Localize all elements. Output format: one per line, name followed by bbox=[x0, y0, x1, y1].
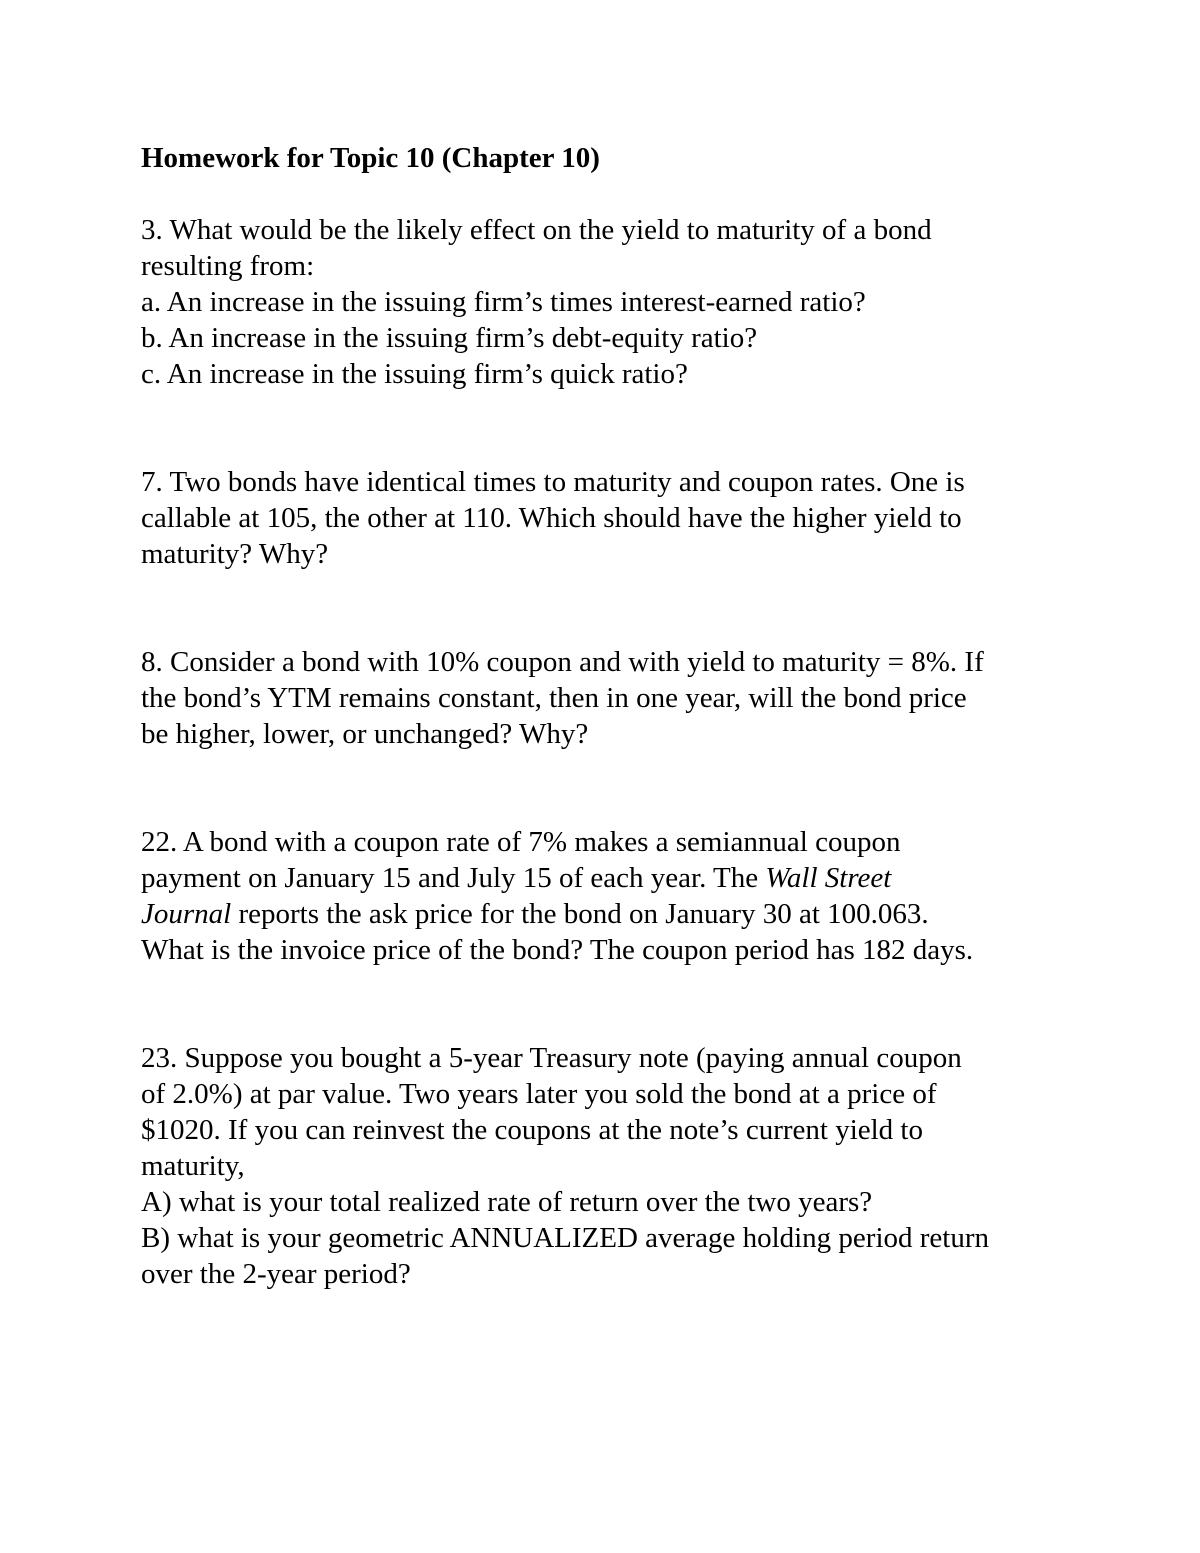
question-line: c. An increase in the issuing firm’s quick ratio? bbox=[141, 358, 688, 390]
question-line: callable at 105, the other at 110. Which should have the higher yield to bbox=[141, 502, 962, 534]
question-line: of 2.0%) at par value. Two years later you sold the bond at a price of bbox=[141, 1078, 937, 1110]
question-text: payment on January 15 and July 15 of each year. The bbox=[141, 862, 766, 894]
spacer bbox=[141, 968, 1081, 1040]
question-line bbox=[141, 896, 1081, 932]
question-line: A) what is your total realized rate of return over the two years? bbox=[141, 1186, 873, 1218]
question-line bbox=[141, 860, 1081, 896]
journal-name-part2: Journal bbox=[141, 898, 232, 930]
document-page bbox=[141, 140, 1081, 1292]
question-23 bbox=[141, 1040, 1081, 1292]
question-3 bbox=[141, 212, 1081, 392]
question-line: 7. Two bonds have identical times to maturity and coupon rates. One is bbox=[141, 466, 965, 498]
question-line: 3. What would be the likely effect on the yield to maturity of a bond bbox=[141, 214, 932, 246]
spacer bbox=[141, 752, 1081, 824]
question-8 bbox=[141, 644, 1081, 752]
question-line: a. An increase in the issuing firm’s times interest-earned ratio? bbox=[141, 286, 866, 318]
question-line: 8. Consider a bond with 10% coupon and with yield to maturity = 8%. If bbox=[141, 646, 984, 678]
question-line: What is the invoice price of the bond? The coupon period has 182 days. bbox=[141, 934, 974, 966]
document-title: Homework for Topic 10 (Chapter 10) bbox=[141, 142, 600, 174]
question-22 bbox=[141, 824, 1081, 968]
question-line: be higher, lower, or unchanged? Why? bbox=[141, 718, 589, 750]
question-line: b. An increase in the issuing firm’s debt-equity ratio? bbox=[141, 322, 758, 354]
question-text: reports the ask price for the bond on January 30 at 100.063. bbox=[231, 898, 929, 930]
question-7 bbox=[141, 464, 1081, 572]
question-line: 23. Suppose you bought a 5-year Treasury note (paying annual coupon bbox=[141, 1042, 962, 1074]
question-line: maturity? Why? bbox=[141, 538, 329, 570]
question-line: over the 2-year period? bbox=[141, 1258, 411, 1290]
question-line: B) what is your geometric ANNUALIZED average holding period return bbox=[141, 1222, 990, 1254]
journal-name-part1: Wall Street bbox=[765, 862, 892, 894]
question-line: resulting from: bbox=[141, 250, 315, 282]
spacer bbox=[141, 572, 1081, 644]
spacer bbox=[141, 392, 1081, 464]
question-line: 22. A bond with a coupon rate of 7% makes a semiannual coupon bbox=[141, 826, 901, 858]
question-line: the bond’s YTM remains constant, then in one year, will the bond price bbox=[141, 682, 967, 714]
question-line: $1020. If you can reinvest the coupons at the note’s current yield to bbox=[141, 1114, 923, 1146]
question-line: maturity, bbox=[141, 1150, 245, 1182]
